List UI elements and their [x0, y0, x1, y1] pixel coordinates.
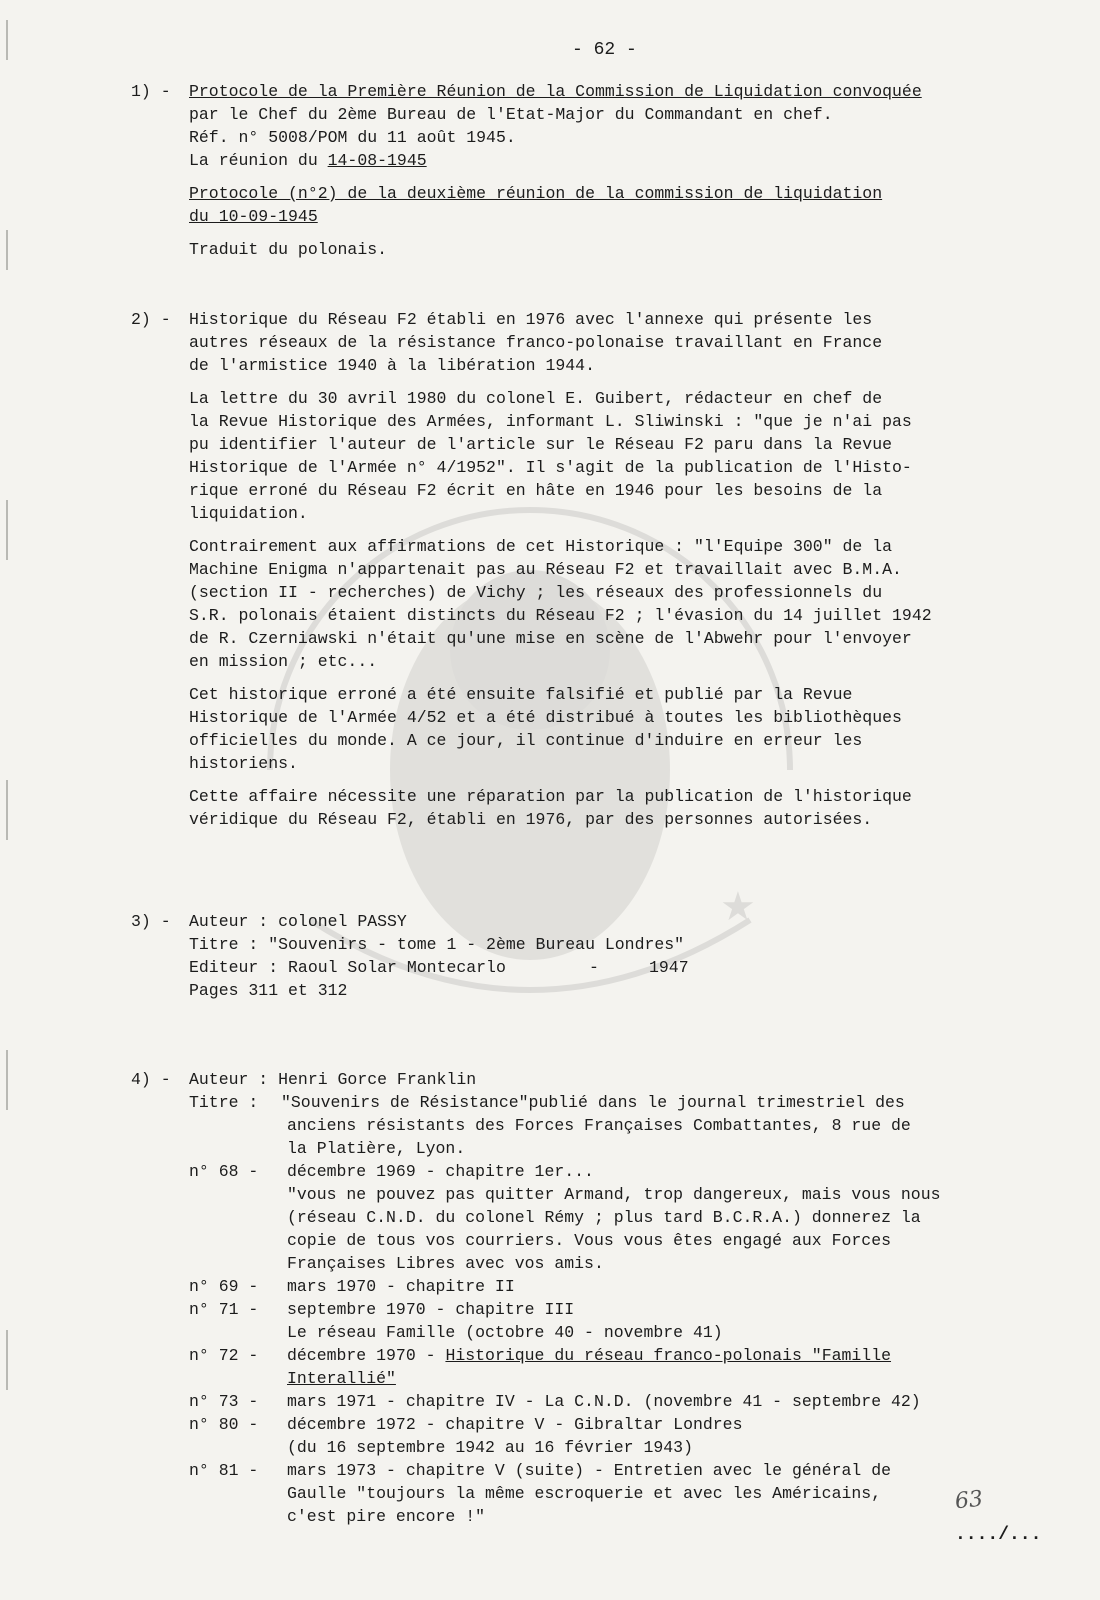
- item-number: 2) -: [131, 310, 171, 329]
- paragraph: Historique du Réseau F2 établi en 1976 avec l'annexe qui présente les autres réseaux de la résistance franco-polonaise travaillant en France de l'armistice 1940 à la libération 1944.: [189, 310, 883, 375]
- svg-text:★: ★: [720, 884, 756, 930]
- issue-entry: n° 81 - mars 1973 - chapitre V (suite) - Entretien avec le général de Gaulle "toujours la même escroquerie et avec les Américains, c'est pire encore !": [189, 1461, 891, 1526]
- page-number: - 62 -: [572, 40, 637, 60]
- author-line: Auteur : Henri Gorce Franklin: [189, 1070, 477, 1089]
- paragraph: Contrairement aux affirmations de cet Historique : "l'Equipe 300" de la Machine Enigma n'appartenait pas au Réseau F2 et travaillait avec B.M.A. (section II - recherches) de Vichy ; les réseaux des professionnels du S.R. polonais étaient distincts du Réseau F2 ; l'évasion du 14 juillet 1942 de R. Czerniawski n'était qu'une mise en scène de l'Abwehr pour l'envoyer en mission ; etc...: [189, 537, 932, 671]
- issue-entry: n° 69 - mars 1970 - chapitre II: [189, 1277, 515, 1296]
- item-body: [189, 80, 1029, 261]
- title-entry: Titre : "Souvenirs de Résistance"publié dans le journal trimestriel des anciens résistants des Forces Françaises Combattantes, 8 rue de la Platière, Lyon.: [189, 1093, 911, 1158]
- paragraph: Cette affaire nécessite une réparation par la publication de l'historique véridique du Réseau F2, établi en 1976, par des personnes autorisées.: [189, 787, 912, 829]
- meeting-date: 14-08-1945: [327, 151, 427, 170]
- item-body: [189, 308, 1029, 841]
- binding-mark: [6, 1330, 8, 1390]
- issue-entry: n° 71 - septembre 1970 - chapitre III Le réseau Famille (octobre 40 - novembre 41): [189, 1300, 723, 1342]
- editor-line: Editeur : Raoul Solar Montecarlo - 1947: [189, 958, 689, 977]
- binding-mark: [6, 500, 8, 560]
- paragraph: La lettre du 30 avril 1980 du colonel E. Guibert, rédacteur en chef de la Revue Historique des Armées, informant L. Sliwinski : "que je n'ai pas pu identifier l'auteur de l'article sur le Réseau F2 paru dans la Revue Historique de l'Armée n° 4/1952". Il s'agit de la publication de l'Histo- rique erroné du Réseau F2 écrit en hâte en 1946 pour les besoins de la liquidation.: [189, 389, 912, 523]
- item-number: 3) -: [131, 912, 171, 931]
- issue-entry: n° 68 - décembre 1969 - chapitre 1er... "vous ne pouvez pas quitter Armand, trop dangereux, mais vous nous (réseau C.N.D. du colonel Rémy ; plus tard B.C.R.A.) donnerez la copie de tous vos courriers. Vous vous êtes engagé aux Forces Françaises Libres avec vos amis.: [189, 1162, 941, 1273]
- translation-note: Traduit du polonais.: [189, 240, 388, 259]
- author-line: Auteur : colonel PASSY: [189, 912, 407, 931]
- protocol2-line: Protocole (n°2) de la deuxième réunion de la commission de liquidation: [189, 184, 883, 203]
- item-body: [189, 910, 1029, 1002]
- protocol-title-line: Protocole de la Première Réunion de la Commission de Liquidation convoquée: [189, 82, 922, 101]
- protocol2-line: du 10-09-1945: [189, 207, 318, 226]
- continuation-mark: ..../...: [955, 1525, 1042, 1545]
- pages-line: Pages 311 et 312: [189, 981, 348, 1000]
- handwritten-page-number: 63: [953, 1486, 985, 1515]
- binding-mark: [6, 230, 8, 270]
- meeting-line: La réunion du 14-08-1945: [189, 151, 427, 170]
- binding-mark: [6, 1050, 8, 1110]
- issue-entry: n° 73 - mars 1971 - chapitre IV - La C.N.D. (novembre 41 - septembre 42): [189, 1392, 921, 1411]
- title-line: Titre : "Souvenirs - tome 1 - 2ème Bureau Londres": [189, 935, 685, 954]
- binding-mark: [6, 20, 8, 60]
- binding-mark: [6, 780, 8, 840]
- item-body: [189, 1068, 1029, 1528]
- issue-entry: n° 72 - décembre 1970 - Historique du réseau franco-polonais "Famille Interallié": [189, 1346, 892, 1388]
- text-line: Réf. n° 5008/POM du 11 août 1945.: [189, 128, 516, 147]
- item-number: 4) -: [131, 1070, 171, 1089]
- paragraph: Cet historique erroné a été ensuite falsifié et publié par la Revue Historique de l'Armée 4/52 et a été distribué à toutes les bibliothèques officielles du monde. A ce jour, il continue d'induire en erreur les historiens.: [189, 685, 902, 773]
- text-line: par le Chef du 2ème Bureau de l'Etat-Major du Commandant en chef.: [189, 105, 833, 124]
- issue-entry: n° 80 - décembre 1972 - chapitre V - Gibraltar Londres (du 16 septembre 1942 au 16 février 1943): [189, 1415, 743, 1457]
- item-number: 1) -: [131, 82, 171, 101]
